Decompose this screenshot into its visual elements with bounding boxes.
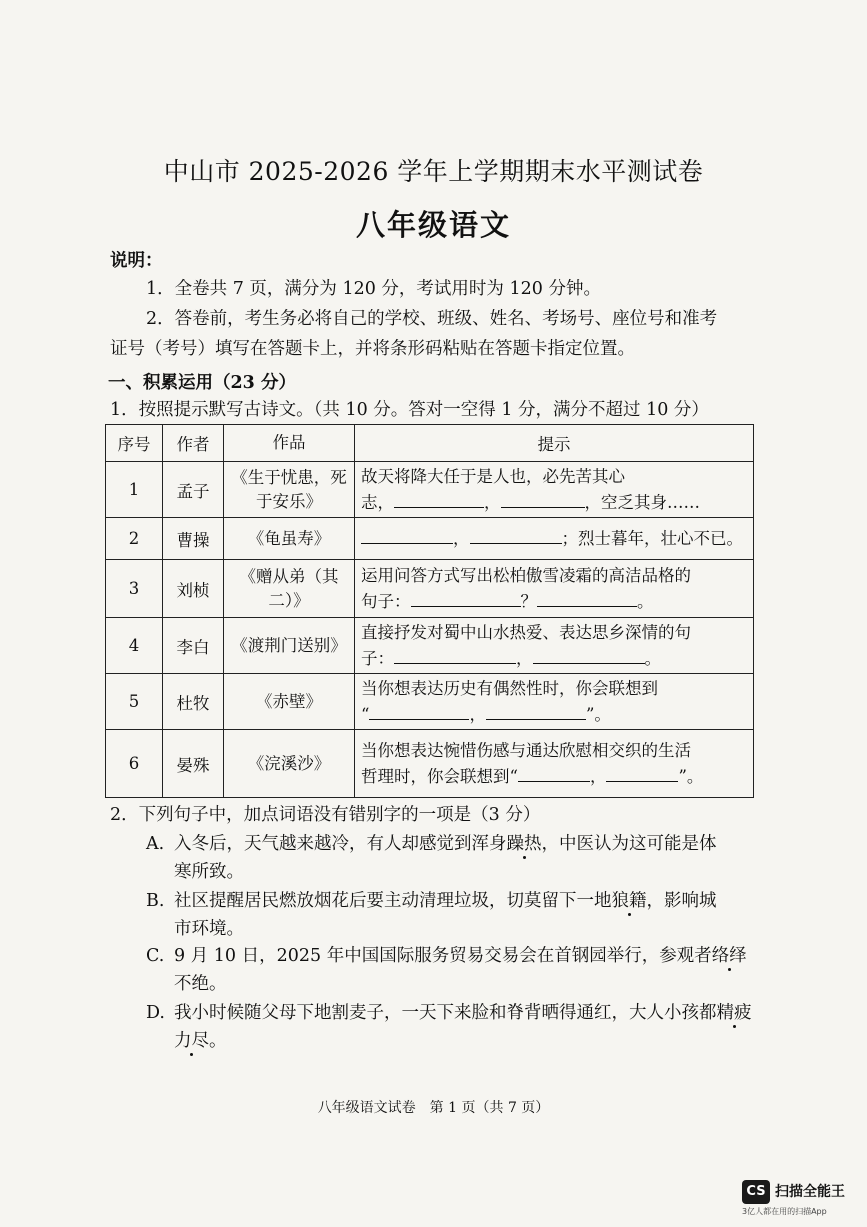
recitation-table [105,424,754,798]
row-number: 3 [106,560,163,618]
instruction-item-1: 1．全卷共 7 页，满分为 120 分，考试用时为 120 分钟。 [146,279,601,299]
row-work: 《赤壁》 [224,674,355,730]
row-author: 杜牧 [163,674,224,730]
hint-text: ，空乏其身…… [584,492,700,512]
answer-blank[interactable] [394,647,516,664]
row-author: 曹操 [163,518,224,560]
scanner-tagline: 3亿人都在用的扫描App [742,1207,827,1216]
option-letter: A. [146,834,165,854]
option-b-continued: 市环境。 [174,919,244,939]
hint-line: 当你想表达惋惜伤感与通达欣慰相交织的生活 [361,740,691,760]
row-work: 《生于忧患，死于安乐》 [224,462,355,518]
row-hint [355,560,754,618]
hint-text: ， [453,528,470,548]
option-letter: B. [146,891,165,911]
option-text: 我小时候随父母下地割麦子，一天下来脸和脊背晒得通红，大人小孩都 [174,1003,717,1023]
answer-blank[interactable] [501,491,585,508]
row-hint [355,730,754,798]
option-a[interactable] [146,831,717,857]
table-row [106,674,754,730]
row-hint [355,518,754,560]
page-footer: 八年级语文试卷 第 1 页（共 7 页） [317,1100,550,1116]
hint-text: 。 [637,591,654,611]
hint-text: ”。 [585,704,611,724]
hint-line: 运用问答方式写出松柏傲雪凌霜的高洁品格的 [361,565,691,585]
instructions-heading: 说明： [110,251,163,271]
option-d-continued [174,1028,227,1054]
table-row [106,730,754,798]
instruction-item-2-line1: 2．答卷前，考生务必将自己的学校、班级、姓名、考场号、座位号和准考 [146,309,718,329]
answer-blank[interactable] [470,527,562,544]
hint-text: ？ [520,591,537,611]
answer-blank[interactable] [361,527,453,544]
row-author: 晏殊 [163,730,224,798]
answer-blank[interactable] [411,590,521,607]
dotted-word: 络绎 [711,946,747,966]
table-row [106,560,754,618]
row-number: 6 [106,730,163,798]
answer-blank[interactable] [394,491,484,508]
answer-blank[interactable] [533,647,645,664]
hint-text: 子： [361,648,394,668]
hint-text: “ [361,704,370,724]
option-text: 入冬后，天气越来越冷，有人却感觉到浑身 [174,834,507,854]
dotted-word: 狼籍 [611,891,647,911]
row-author: 孟子 [163,462,224,518]
row-work: 《渡荆门送别》 [224,618,355,674]
answer-blank[interactable] [369,703,469,720]
row-author: 刘桢 [163,560,224,618]
question-2-prompt: 2．下列句子中，加点词语没有错别字的一项是（3 分） [110,805,541,825]
row-number: 5 [106,674,163,730]
instruction-item-2-line2: 证号（考号）填写在答题卡上，并将条形码粘贴在答题卡指定位置。 [110,339,635,359]
hint-line: 直接抒发对蜀中山水热爱、表达思乡深情的句 [361,622,691,642]
hint-text: ， [469,704,486,724]
dotted-word: 力尽 [174,1031,209,1051]
row-number: 2 [106,518,163,560]
scanner-watermark [742,1178,862,1222]
answer-blank[interactable] [486,703,586,720]
option-c-continued: 不绝。 [174,974,227,994]
option-letter: C. [146,946,165,966]
hint-text: ”。 [678,766,704,786]
section-1-heading: 一、积累运用（23 分） [108,373,296,393]
dotted-word: 精疲 [716,1003,752,1023]
row-work: 《龟虽寿》 [224,518,355,560]
option-text: ，中医认为这可能是体 [541,834,717,854]
row-hint [355,462,754,518]
hint-text: ；烈士暮年，壮心不已。 [561,528,743,548]
hint-line: 故天将降大任于是人也，必先苦其心 [361,466,625,486]
hint-text: 句子： [361,591,411,611]
table-header-row [106,425,754,462]
option-d[interactable] [146,1000,752,1026]
scanner-logo-icon: CS [742,1180,770,1204]
scanner-app-name: 扫描全能王 [775,1184,845,1200]
header-work: 作品 [224,425,355,462]
row-hint [355,618,754,674]
option-text: ，影响城 [646,891,717,911]
row-hint [355,674,754,730]
option-text: 9 月 10 日，2025 年中国国际服务贸易交易会在首钢园举行，参观者 [174,946,712,966]
exam-title: 中山市 2025-2026 学年上学期期末水平测试卷 [163,157,704,186]
hint-text: 志， [361,492,394,512]
table-row [106,618,754,674]
header-author: 作者 [163,425,224,462]
option-letter: D. [146,1003,165,1023]
row-number: 4 [106,618,163,674]
option-c[interactable] [146,943,747,969]
table-row [106,518,754,560]
answer-blank[interactable] [537,590,637,607]
hint-text: ， [516,648,533,668]
hint-line: 当你想表达历史有偶然性时，你会联想到 [361,678,658,698]
hint-text: ， [484,492,501,512]
header-hint: 提示 [355,425,754,462]
dotted-word: 躁热 [506,834,542,854]
row-work: 《赠从弟（其二）》 [224,560,355,618]
option-b[interactable] [146,888,717,914]
hint-text: 哲理时，你会联想到“ [361,766,518,786]
row-author: 李白 [163,618,224,674]
header-number: 序号 [106,425,163,462]
answer-blank[interactable] [518,765,590,782]
exam-subject-title: 八年级语文 [355,208,511,242]
hint-text: 。 [644,648,661,668]
option-a-continued: 寒所致。 [174,862,244,882]
option-text: 社区提醒居民燃放烟花后要主动清理垃圾，切莫留下一地 [174,891,612,911]
table-row [106,462,754,518]
row-number: 1 [106,462,163,518]
question-1-prompt: 1．按照提示默写古诗文。（共 10 分。答对一空得 1 分，满分不超过 10 分） [110,400,709,420]
answer-blank[interactable] [606,765,678,782]
row-work: 《浣溪沙》 [224,730,355,798]
option-text: 。 [209,1031,227,1051]
hint-text: ， [589,766,607,786]
